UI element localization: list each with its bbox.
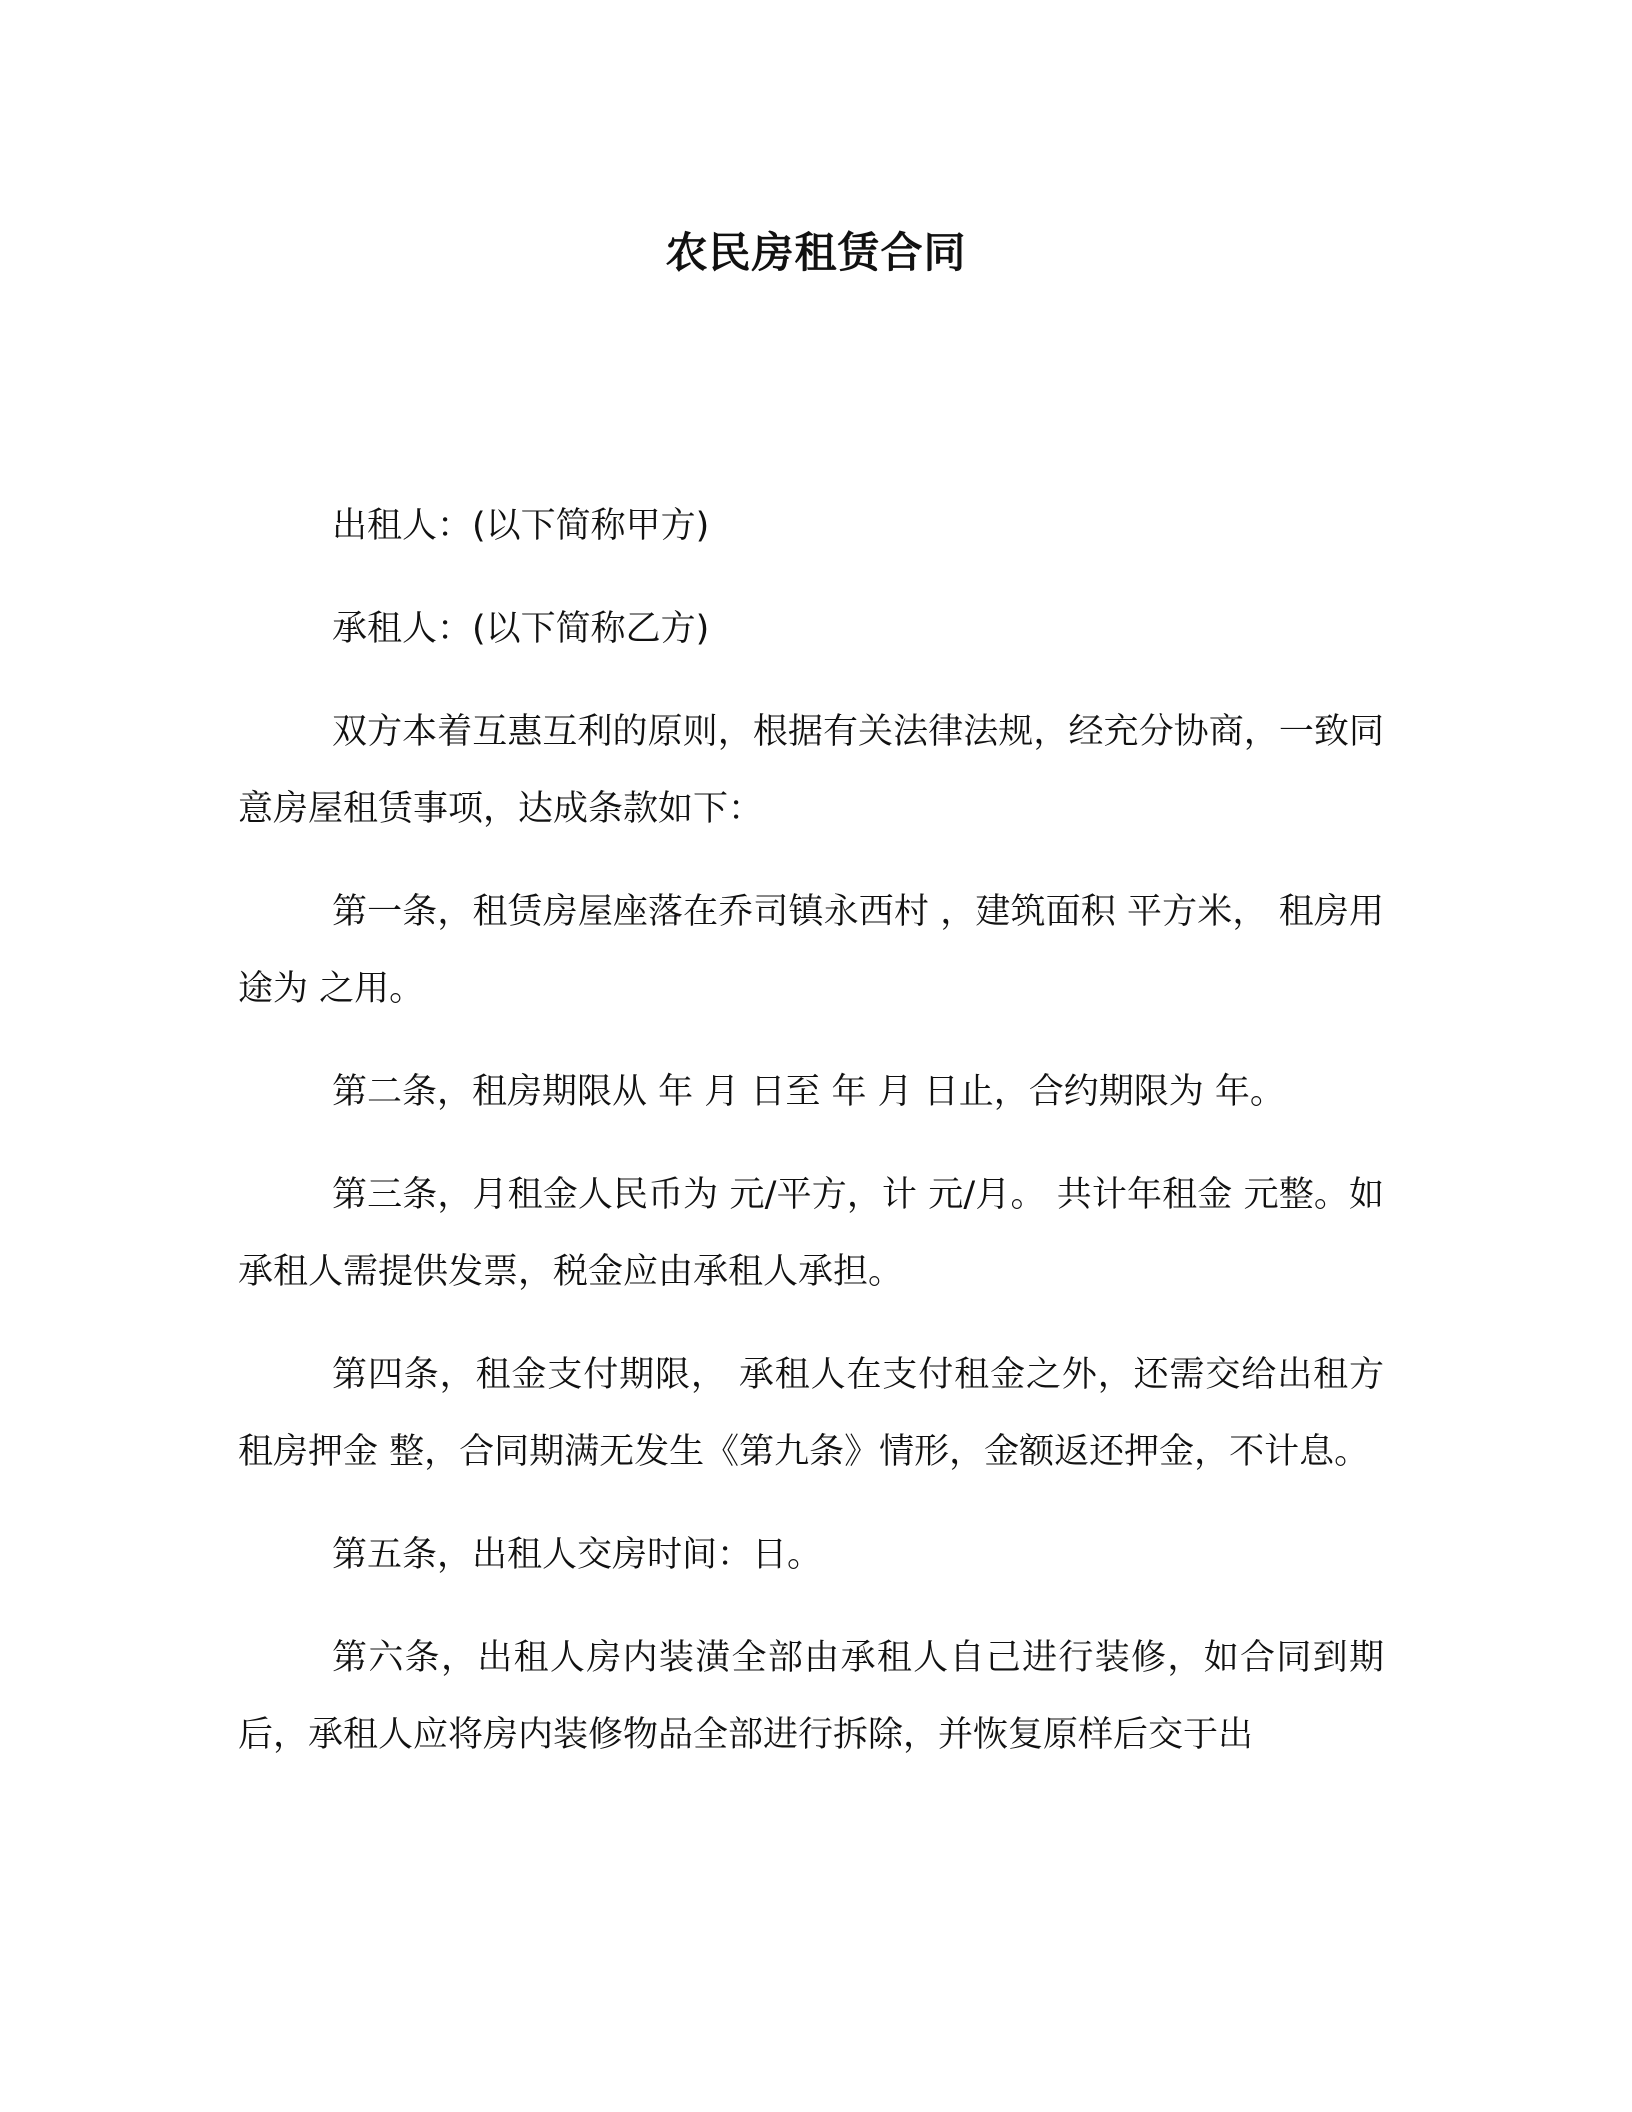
paragraph-article-1: 第一条，租赁房屋座落在乔司镇永西村 ，建筑面积 平方米， 租房用途为 之用。: [238, 892, 1384, 1009]
paragraph-lessee: 承租人：(以下简称乙方): [332, 609, 710, 649]
paragraph-preamble: 双方本着互惠互利的原则，根据有关法律法规，经充分协商，一致同意房屋租赁事项，达成条款如下：: [238, 712, 1384, 829]
paragraph-article-5: 第五条，出租人交房时间：日。: [332, 1535, 823, 1575]
paragraph-article-2: 第二条，租房期限从 年 月 日至 年 月 日止，合约期限为 年。: [332, 1072, 1285, 1112]
paragraph-article-4: 第四条，租金支付期限， 承租人在支付租金之外，还需交给出租方租房押金 整，合同期满无发生《第九条》情形，金额返还押金，不计息。: [238, 1355, 1384, 1472]
document-body: [238, 488, 1384, 1800]
document-title: 农民房租赁合同: [665, 228, 967, 277]
paragraph-article-6: 第六条，出租人房内装潢全部由承租人自己进行装修，如合同到期后，承租人应将房内装修物品全部进行拆除，并恢复原样后交于出: [238, 1638, 1384, 1755]
paragraph-article-3: 第三条，月租金人民币为 元/平方，计 元/月。 共计年租金 元整。如承租人需提供发票，税金应由承租人承担。: [238, 1175, 1384, 1292]
paragraph-lessor: 出租人：(以下简称甲方): [332, 506, 710, 546]
